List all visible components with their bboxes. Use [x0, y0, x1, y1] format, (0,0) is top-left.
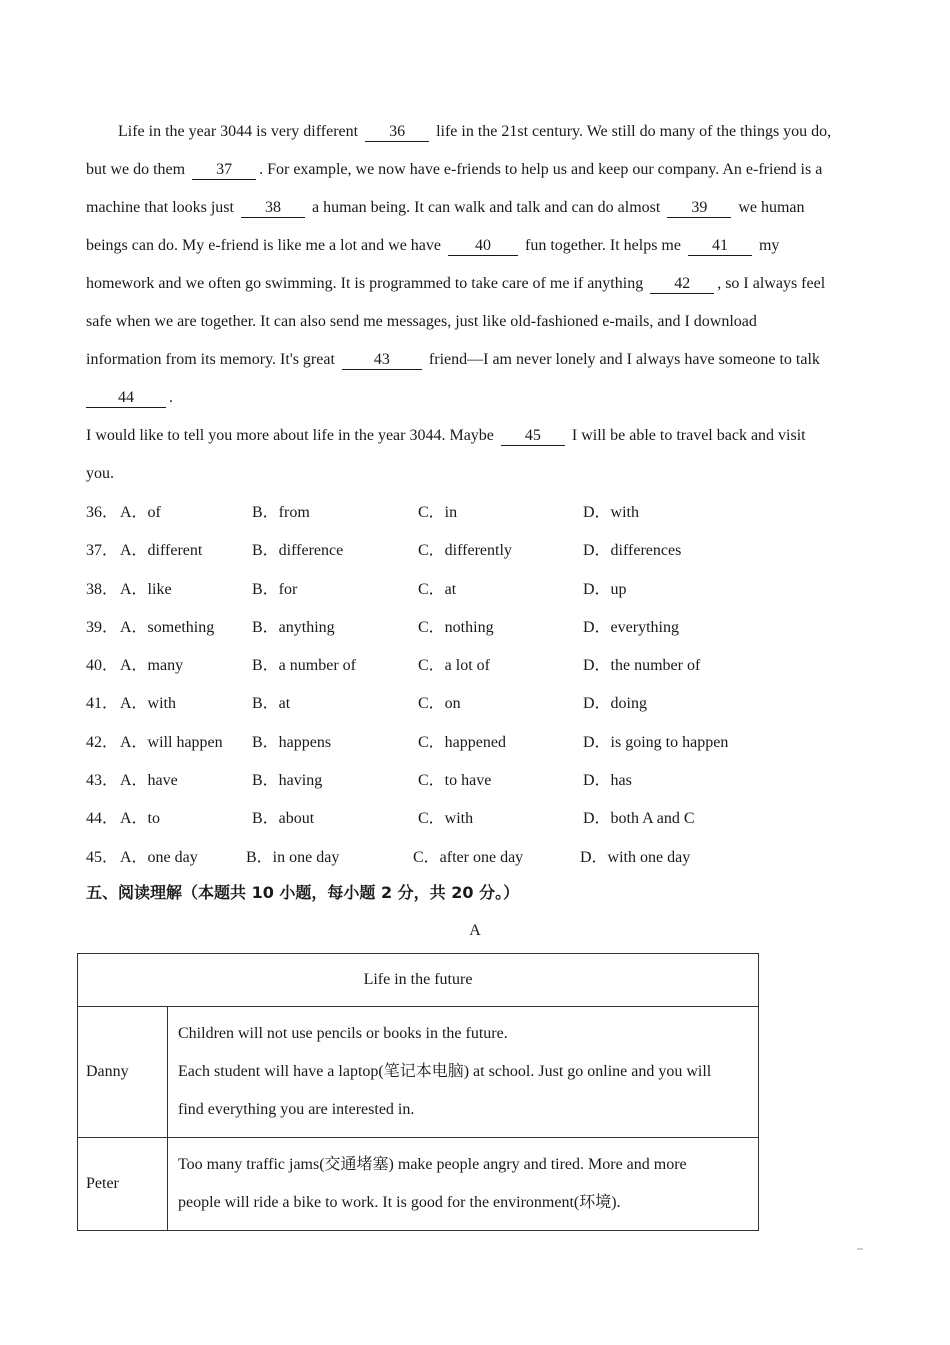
blank-38: 38	[241, 199, 305, 218]
option-d: D．doing	[583, 695, 648, 713]
row-name: Peter	[78, 1138, 168, 1231]
option-b: B．having	[252, 772, 323, 790]
question-row: 38． A．like B．for C．at D．up	[86, 571, 846, 609]
passage-line: homework and we often go swimming. It is programmed to take care of me if anything 42 , so I always feel	[86, 275, 826, 292]
option-b: B．a number of	[252, 657, 356, 675]
option-a: A．will happen	[120, 733, 223, 751]
option-d: D．with one day	[580, 848, 691, 866]
passage-line: 44 .	[86, 379, 866, 417]
table-header: Life in the future	[78, 954, 759, 1007]
passage-label: A	[469, 922, 481, 939]
question-row: 45． A．one day B．in one day C．after one day D．with one day	[86, 839, 846, 877]
passage-line: machine that looks just 38 a human being. It can walk and talk and can do almost 39 we human	[86, 199, 805, 216]
passage-line: I would like to tell you more about life in the year 3044. Maybe 45 I will be able to travel back and visit	[86, 427, 806, 444]
passage-line: but we do them 37 . For example, we now have e-friends to help us and keep our company. An e-friend is a	[86, 161, 823, 178]
question-row: 41． A．with B．at C．on D．doing	[86, 685, 846, 723]
option-c: C．after one day	[413, 848, 524, 866]
question-row: 36． A．of B．from C．in D．with	[86, 494, 846, 532]
option-d: D．up	[583, 580, 627, 598]
question-row: 37． A．different B．difference C．differently D．differences	[86, 532, 846, 570]
option-d: D．everything	[583, 618, 679, 636]
option-b: B．happens	[252, 733, 332, 751]
future-table	[77, 953, 759, 1231]
option-b: B．from	[252, 504, 310, 521]
option-a: A．something	[120, 618, 215, 636]
option-d: D．has	[583, 772, 632, 790]
option-c: C．differently	[418, 542, 512, 560]
option-d: D．the number of	[583, 657, 701, 675]
option-c: C．nothing	[418, 618, 494, 636]
option-a: A．many	[120, 657, 184, 675]
row-name: Danny	[78, 1007, 168, 1138]
blank-39: 39	[667, 199, 731, 218]
option-d: D．both A and C	[583, 810, 695, 828]
table-row	[78, 1007, 759, 1138]
option-a: A．one day	[120, 848, 198, 866]
option-d: D．differences	[583, 542, 682, 560]
option-b: B．for	[252, 580, 298, 598]
option-c: C．in	[418, 504, 458, 521]
blank-44: 44	[86, 389, 166, 408]
option-c: C．at	[418, 580, 457, 598]
option-b: B．about	[252, 810, 315, 828]
option-a: A．to	[120, 810, 161, 828]
option-a: A．like	[120, 580, 172, 598]
option-c: C．happened	[418, 733, 506, 751]
blank-36: 36	[365, 123, 429, 142]
question-row: 42． A．will happen B．happens C．happened D．is going to happen	[86, 724, 846, 762]
row-text: Too many traffic jams(交通堵塞) make people angry and tired. More and more people will ride a bike to work. It is good for the environment(环境).	[168, 1138, 759, 1231]
blank-40: 40	[448, 237, 518, 256]
option-b: B．anything	[252, 618, 335, 636]
option-c: C．to have	[418, 772, 492, 790]
option-c: C．with	[418, 810, 474, 828]
blank-41: 41	[688, 237, 752, 256]
option-a: A．different	[120, 542, 203, 560]
question-row: 40． A．many B．a number of C．a lot of D．the number of	[86, 647, 846, 685]
passage-line: you.	[86, 465, 114, 482]
blank-45: 45	[501, 427, 565, 446]
option-d: D．is going to happen	[583, 733, 729, 751]
option-a: A．of	[120, 504, 161, 521]
option-b: B．at	[252, 695, 291, 713]
option-c: C．a lot of	[418, 657, 490, 675]
page-mark	[857, 1248, 863, 1250]
option-b: B．difference	[252, 542, 344, 560]
blank-43: 43	[342, 351, 422, 370]
passage-line: safe when we are together. It can also send me messages, just like old-fashioned e-mails, and I download	[86, 313, 757, 330]
option-b: B．in one day	[246, 848, 340, 866]
option-a: A．with	[120, 695, 177, 713]
passage-line: Life in the year 3044 is very different 36 life in the 21st century. We still do many of the things you do,	[118, 123, 832, 140]
blank-42: 42	[650, 275, 714, 294]
passage-line: beings can do. My e-friend is like me a lot and we have 40 fun together. It helps me 41 my	[86, 237, 780, 254]
cloze-passage	[86, 113, 866, 493]
option-d: D．with	[583, 504, 640, 521]
option-a: A．have	[120, 772, 178, 790]
table-row	[78, 1138, 759, 1231]
option-c: C．on	[418, 695, 461, 713]
blank-37: 37	[192, 161, 256, 180]
question-row: 43． A．have B．having C．to have D．has	[86, 762, 846, 800]
question-row: 44． A．to B．about C．with D．both A and C	[86, 800, 846, 838]
answer-options	[86, 494, 846, 877]
row-text: Children will not use pencils or books in the future. Each student will have a laptop(笔记本电脑) at school. Just go online and you will find everything you are interested in.	[168, 1007, 759, 1138]
question-row: 39． A．something B．anything C．nothing D．everything	[86, 609, 846, 647]
passage-line: information from its memory. It's great 43 friend—I am never lonely and I always have someone to talk	[86, 351, 820, 368]
section-title: 五、阅读理解（本题共 10 小题，每小题 2 分，共 20 分。）	[86, 883, 520, 902]
